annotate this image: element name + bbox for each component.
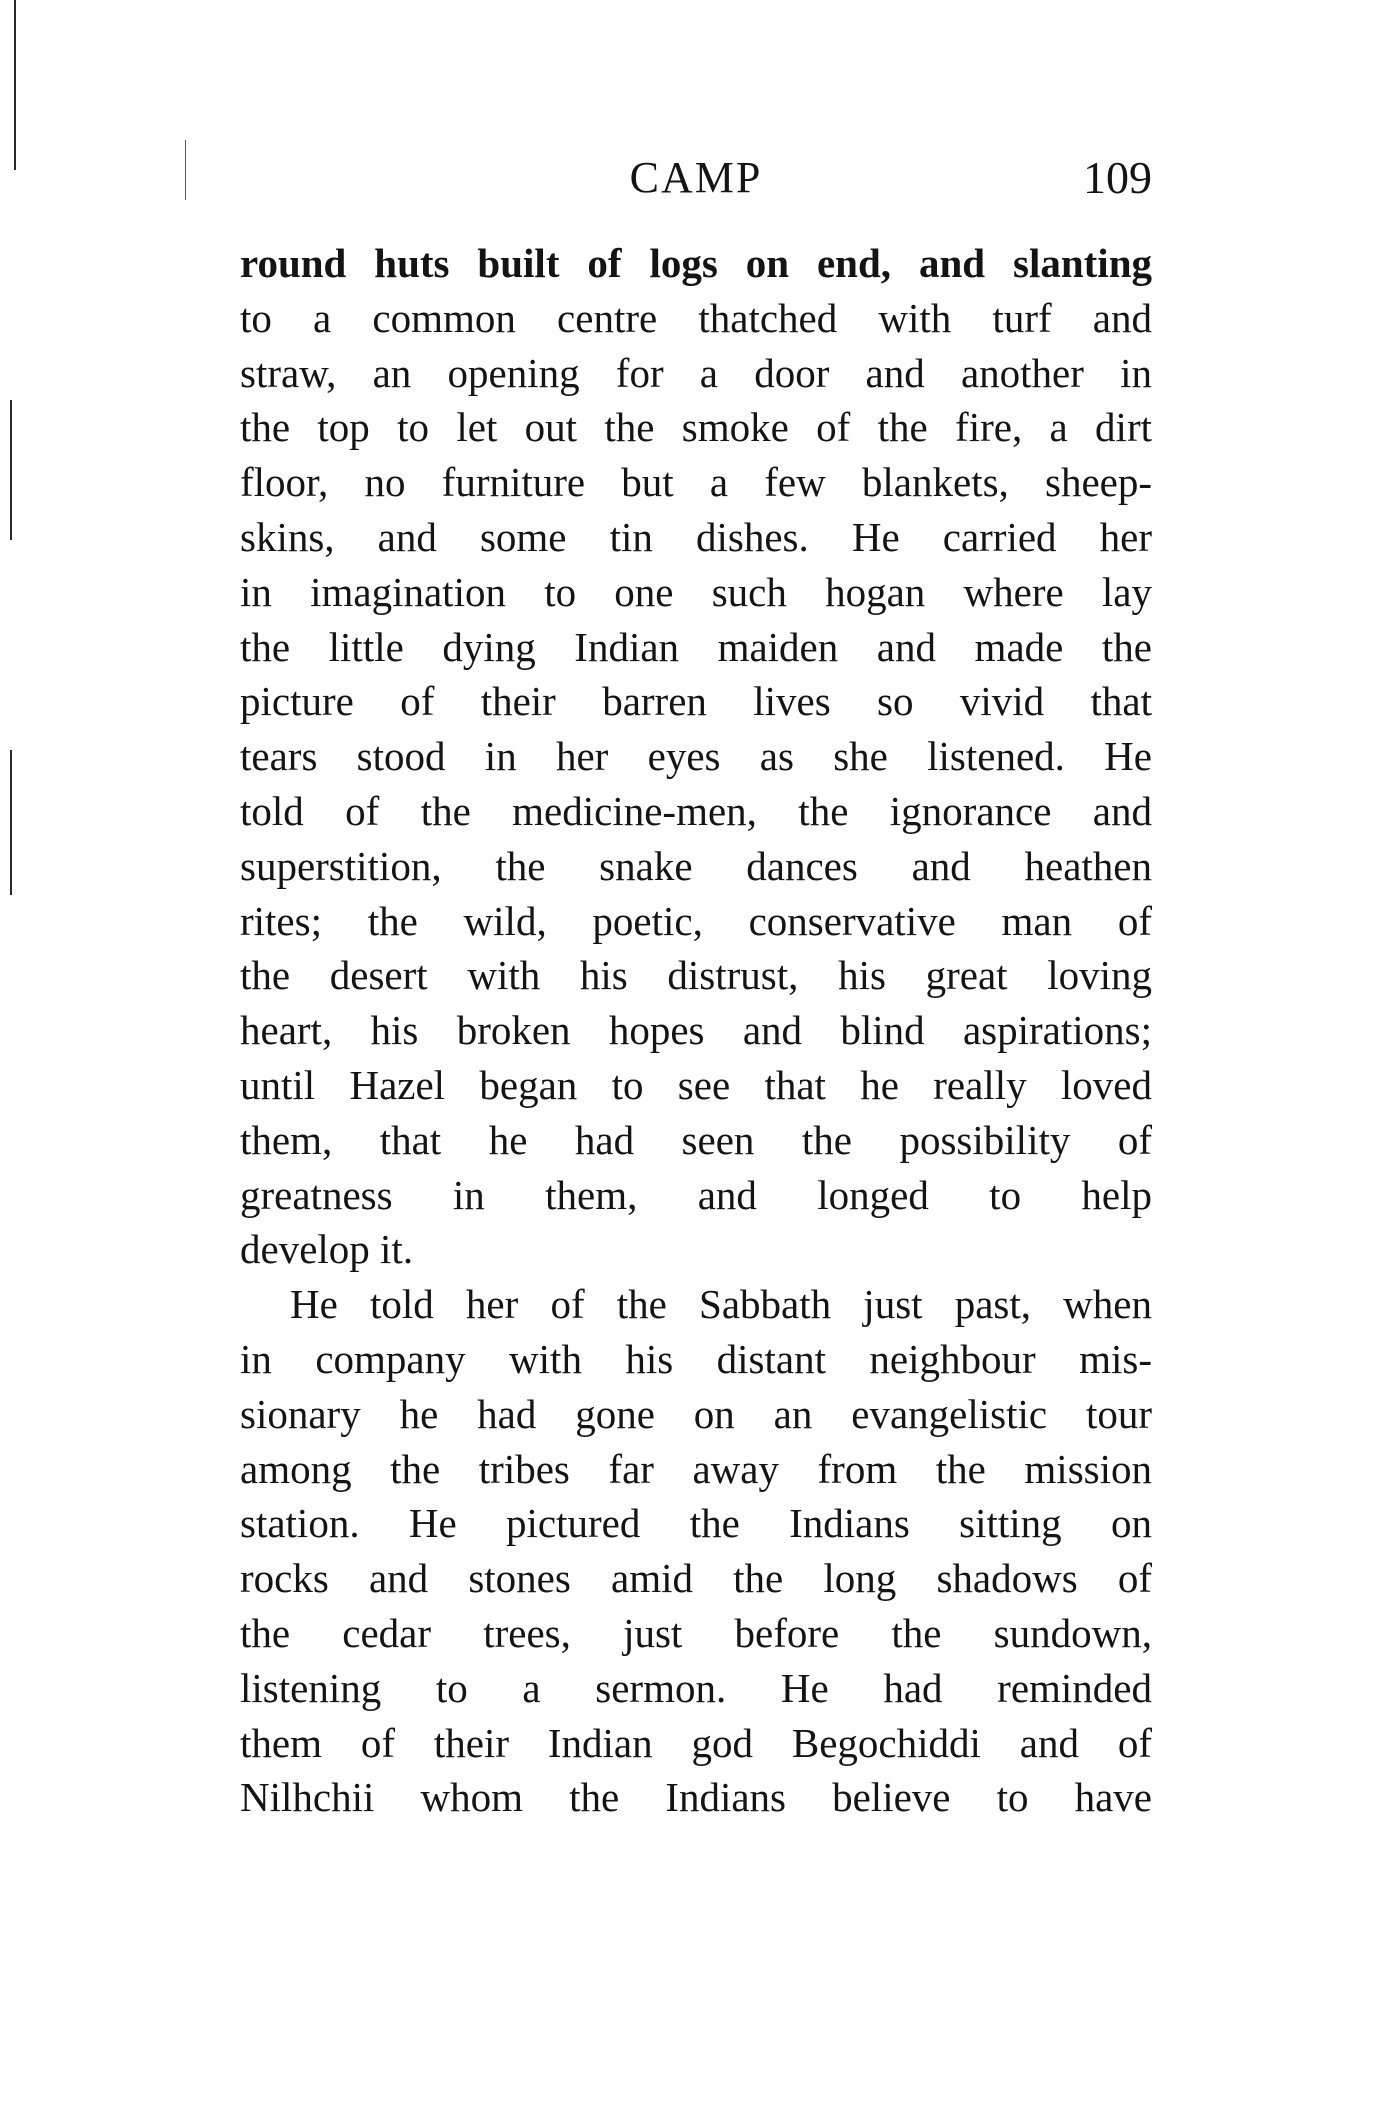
- text-line: station. He pictured the Indians sitting on: [240, 1500, 1152, 1547]
- page-number: 109: [1083, 152, 1152, 203]
- text-line: the little dying Indian maiden and made the: [240, 623, 1152, 670]
- text-line: to a common centre thatched with turf and: [240, 294, 1152, 341]
- text-line: until Hazel began to see that he really loved: [240, 1061, 1152, 1108]
- running-head: CAMP: [629, 153, 763, 202]
- text-line: heart, his broken hopes and blind aspirations;: [240, 1007, 1152, 1054]
- text-line: told of the medicine-men, the ignorance and: [240, 787, 1152, 834]
- text-line: among the tribes far away from the mission: [240, 1445, 1152, 1492]
- scan-edge-mark: [14, 0, 16, 170]
- text-line: picture of their barren lives so vivid that: [240, 678, 1152, 725]
- scan-edge-mark: [10, 400, 12, 540]
- text-line: rites; the wild, poetic, conservative man of: [240, 897, 1152, 944]
- text-line: straw, an opening for a door and another in: [240, 349, 1152, 396]
- text-line: sionary he had gone on an evangelistic tour: [240, 1390, 1152, 1437]
- text-line: in imagination to one such hogan where lay: [240, 568, 1152, 615]
- text-line: listening to a sermon. He had reminded: [240, 1664, 1152, 1711]
- text-line: the cedar trees, just before the sundown,: [240, 1609, 1152, 1656]
- text-line: Nilhchii whom the Indians believe to have: [240, 1774, 1152, 1821]
- text-line: the top to let out the smoke of the fire, a dirt: [240, 404, 1152, 451]
- page-header: [240, 148, 1152, 208]
- paragraph: [240, 1277, 1152, 1825]
- text-line: superstition, the snake dances and heathen: [240, 842, 1152, 889]
- body-text: [240, 236, 1152, 1825]
- text-line: floor, no furniture but a few blankets, sheep-: [240, 459, 1152, 506]
- text-line: He told her of the Sabbath just past, when: [290, 1281, 1152, 1328]
- text-line: greatness in them, and longed to help: [240, 1171, 1152, 1218]
- text-line: round huts built of logs on end, and slanting: [240, 240, 1152, 286]
- text-line: rocks and stones amid the long shadows of: [240, 1555, 1152, 1602]
- text-line: in company with his distant neighbour mis-: [240, 1335, 1152, 1382]
- text-line: the desert with his distrust, his great loving: [240, 952, 1152, 999]
- scan-edge-mark: [10, 750, 12, 895]
- text-line: tears stood in her eyes as she listened. He: [240, 733, 1152, 780]
- scan-edge-mark: [185, 140, 186, 200]
- paragraph: [240, 236, 1152, 1277]
- text-line: skins, and some tin dishes. He carried her: [240, 513, 1152, 560]
- text-line: them, that he had seen the possibility of: [240, 1116, 1152, 1163]
- text-line: them of their Indian god Begochiddi and of: [240, 1719, 1152, 1766]
- text-line: develop it.: [240, 1226, 414, 1273]
